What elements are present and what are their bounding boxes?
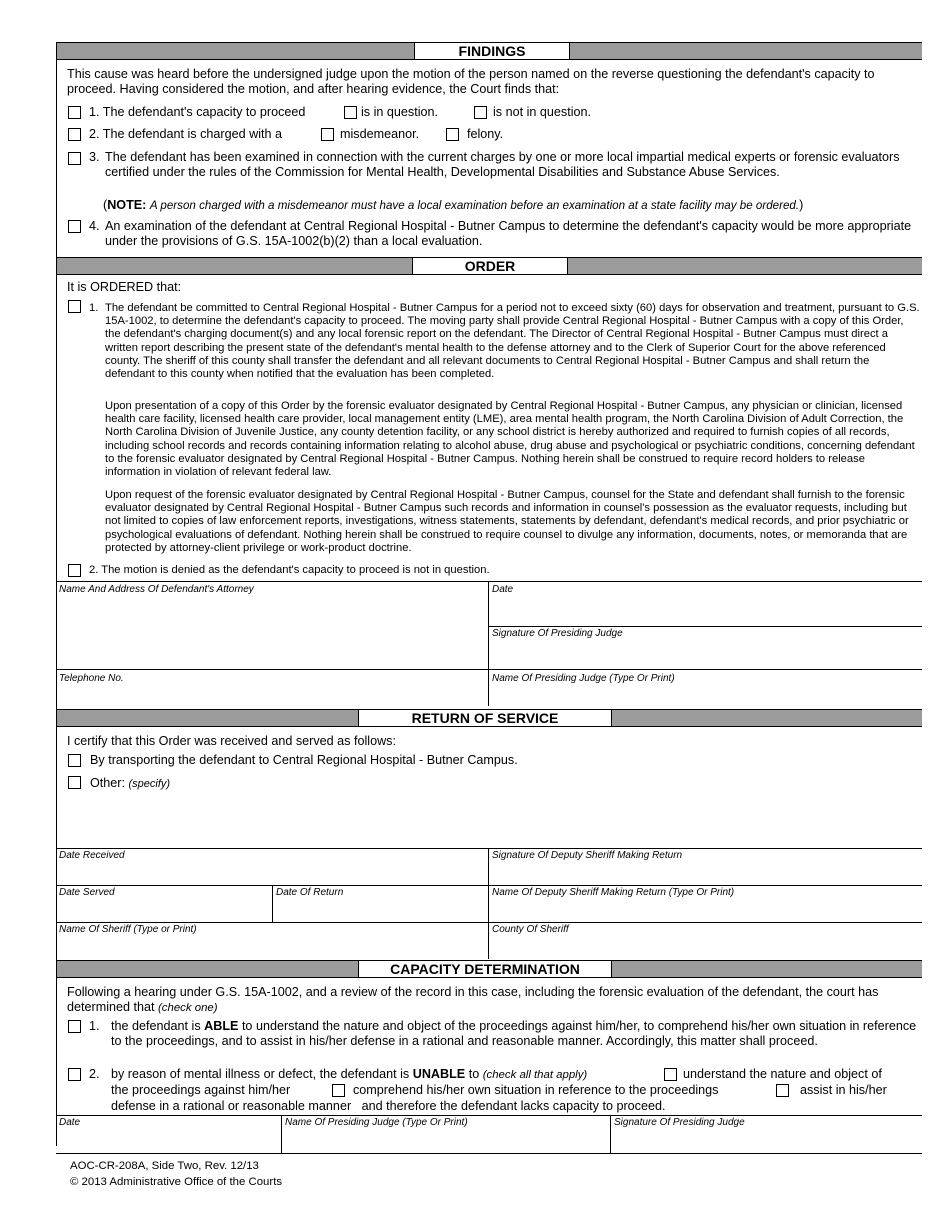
finding-1-checkbox[interactable] <box>68 106 81 119</box>
comprehend-checkbox[interactable] <box>332 1084 345 1097</box>
comprehend-label: comprehend his/her own situation in reference to the proceedings <box>353 1083 719 1097</box>
order-1-paragraph-2: Upon presentation of a copy of this Order by the forensic evaluator designated by Central Regional Hospital - Butner Campus, any physician or clinician, licensed health care facility, licensed health care provider, local management entity (LME), area mental health program, the North Carolina Division of Adult Correction, the North Carolina Division of Juvenile Justice, any county detention facility, or any school district is hereby authorized and required to furnish copies of all records, including school records and records containing information relating to alcohol abuse, drug abuse and psychological or psychiatric conditions, concerning defendant to the forensic evaluator designated by Central Regional Hospital - Butner Campus. Nothing herein shall be construed to require record holders to release information in violation of relevant federal law. <box>105 400 915 479</box>
capacity-intro-hint: (check one) <box>158 1002 218 1014</box>
understand-label: understand the nature and object of <box>683 1067 882 1081</box>
felony-label: felony. <box>467 127 504 141</box>
assist-label: assist in his/her <box>800 1083 887 1097</box>
capacity-1-number: 1. <box>89 1019 100 1033</box>
divider <box>56 885 922 886</box>
capacity-intro <box>67 985 917 1016</box>
felony-checkbox[interactable] <box>446 128 459 141</box>
order-1-checkbox[interactable] <box>68 300 81 313</box>
note-text: A person charged with a misdemeanor must have a local examination before an examination at a state facility may be ordered. <box>149 199 800 212</box>
date-received-label: Date Received <box>59 850 125 861</box>
order-2-checkbox[interactable] <box>68 564 81 577</box>
deputy-name-label: Name Of Deputy Sheriff Making Return (Type Or Print) <box>492 887 735 898</box>
judge-signature-label: Signature Of Presiding Judge <box>492 628 623 639</box>
findings-title: FINDINGS <box>414 42 570 60</box>
copyright: © 2013 Administrative Office of the Courts <box>70 1176 283 1188</box>
deputy-signature-label: Signature Of Deputy Sheriff Making Return <box>492 850 683 861</box>
capacity-judge-name-label: Name Of Presiding Judge (Type Or Print) <box>285 1117 468 1128</box>
capacity-header-bar <box>56 960 922 978</box>
c2-to: to <box>468 1067 480 1081</box>
capacity-unable-line1 <box>111 1067 587 1083</box>
divider <box>281 1115 282 1153</box>
order-intro: It is ORDERED that: <box>67 280 182 294</box>
able-bold: ABLE <box>204 1019 239 1033</box>
date-of-return-label: Date Of Return <box>276 887 344 898</box>
return-title: RETURN OF SERVICE <box>358 709 612 727</box>
capacity-title: CAPACITY DETERMINATION <box>358 960 612 978</box>
finding-3-number: 3. <box>89 150 100 164</box>
divider <box>56 848 922 849</box>
c1-post: to understand the nature and object of the proceedings against him/her, to comprehend his/her own situation in reference to the proceedings, and to assist in his/her defense in a rational and reasonable manner. Accordingly, this matter shall proceed. <box>111 1019 917 1048</box>
finding-4-checkbox[interactable] <box>68 220 81 233</box>
divider <box>488 626 922 627</box>
attorney-field-label: Name And Address Of Defendant's Attorney <box>59 584 254 595</box>
c1-pre: the defendant is <box>111 1019 201 1033</box>
county-label: County Of Sheriff <box>492 924 569 935</box>
capacity-able-checkbox[interactable] <box>68 1020 81 1033</box>
findings-header-bar <box>56 42 922 60</box>
return-header-bar <box>56 709 922 727</box>
finding-2-checkbox[interactable] <box>68 128 81 141</box>
divider <box>56 581 922 582</box>
capacity-not-in-question-checkbox[interactable] <box>474 106 487 119</box>
return-other-label <box>90 776 170 792</box>
divider <box>488 848 489 959</box>
c2-pre: by reason of mental illness or defect, the defendant is <box>111 1067 410 1081</box>
divider <box>56 669 922 670</box>
understand-checkbox[interactable] <box>664 1068 677 1081</box>
finding-1-text: 1. The defendant's capacity to proceed <box>89 105 306 119</box>
divider <box>610 1115 611 1153</box>
capacity-in-question-label: is in question. <box>361 105 439 119</box>
capacity-intro-text: Following a hearing under G.S. 15A-1002, and a review of the record in this case, including the forensic evaluation of the defendant, the court has determined that <box>67 985 879 1014</box>
divider <box>488 581 489 706</box>
date-served-label: Date Served <box>59 887 115 898</box>
divider <box>272 885 273 922</box>
misdemeanor-label: misdemeanor. <box>340 127 420 141</box>
finding-3-text: The defendant has been examined in connection with the current charges by one or more local impartial medical experts or forensic evaluators certified under the rules of the Commission for Mental Health, Developmental Disabilities and Substance Abuse Services. <box>105 150 900 179</box>
capacity-able-text <box>111 1019 919 1049</box>
note-label: NOTE: <box>107 198 147 212</box>
other-specify-hint: (specify) <box>128 778 171 790</box>
capacity-judge-signature-label: Signature Of Presiding Judge <box>614 1117 745 1128</box>
capacity-date-label: Date <box>59 1117 81 1128</box>
form-left-border <box>56 42 57 1146</box>
return-other-checkbox[interactable] <box>68 776 81 789</box>
order-1-paragraph-3: Upon request of the forensic evaluator designated by Central Regional Hospital - Butner Campus, counsel for the State and defendant shall furnish to the forensic evaluator designated by Central Regional Hospital - Butner Campus such records and information in counsel's possession as the evaluator requests, including but not limited to copies of law enforcement reports, investigations, witness statements, statements by defendant, defendant's medical records, and prior psychiatric or psychological evaluations of defendant. Nothing herein shall be construed to require counsel to divulge any information, documents, notes, or memoranda that are protected by attorney-client privilege or work-product doctrine. <box>105 489 909 554</box>
capacity-unable-checkbox[interactable] <box>68 1068 81 1081</box>
order-header-bar <box>56 257 922 275</box>
misdemeanor-checkbox[interactable] <box>321 128 334 141</box>
assist-checkbox[interactable] <box>776 1084 789 1097</box>
divider <box>56 1153 922 1154</box>
return-transport-checkbox[interactable] <box>68 754 81 767</box>
capacity-2-number: 2. <box>89 1067 100 1081</box>
order-1-number: 1. <box>89 302 99 314</box>
finding-4-text: An examination of the defendant at Central Regional Hospital - Butner Campus to determine the defendant's capacity would be more appropriate under the provisions of G.S. 15A-1002(b)(2) than a local evaluation. <box>105 219 912 248</box>
return-intro: I certify that this Order was received and served as follows: <box>67 734 396 748</box>
return-transport-label: By transporting the defendant to Central Regional Hospital - Butner Campus. <box>90 753 518 767</box>
capacity-unable-tail: defense in a rational or reasonable manner and therefore the defendant lacks capacity to proceed. <box>111 1099 666 1113</box>
other-text: Other: <box>90 776 125 790</box>
understand-label-cont: the proceedings against him/her <box>111 1083 291 1097</box>
order-1-paragraph-1: The defendant be committed to Central Regional Hospital - Butner Campus for a period not to exceed sixty (60) days for observation and treatment, pursuant to G.S. 15A-1002, to determine the defendant's capacity to proceed. The moving party shall provide Central Regional Hospital - Butner Campus with a copy of this Order, the defendant's charging document(s) and any local forensic report on the defendant. The Director of Central Regional Hospital - Butner Campus must direct a written report describing the present state of the defendant's mental health to the defense attorney and to the Clerk of Superior Court for the above referenced county. The sheriff of this county shall transfer the defendant and all relevant documents to Central Regional Hospital - Butner Campus and shall return the defendant to this county when notified that the evaluation has been completed. <box>105 302 920 381</box>
divider <box>56 922 922 923</box>
finding-2-text: 2. The defendant is charged with a <box>89 127 283 141</box>
capacity-not-in-question-label: is not in question. <box>493 105 592 119</box>
order-title: ORDER <box>412 257 568 275</box>
finding-4-number: 4. <box>89 219 100 233</box>
order-date-label: Date <box>492 584 514 595</box>
capacity-in-question-checkbox[interactable] <box>344 106 357 119</box>
telephone-label: Telephone No. <box>59 673 124 684</box>
form-id: AOC-CR-208A, Side Two, Rev. 12/13 <box>70 1160 259 1172</box>
divider <box>56 1115 922 1116</box>
sheriff-name-label: Name Of Sheriff (Type or Print) <box>59 924 197 935</box>
finding-3-note: (NOTE: A person charged with a misdemeanor must have a local examination before an examination at a state facility may be ordered.) <box>103 198 804 212</box>
findings-intro: This cause was heard before the undersigned judge upon the motion of the person named on the reverse questioning the defendant's capacity to proceed. Having considered the motion, and after hearing evidence, the Court finds that: <box>67 67 875 96</box>
unable-bold: UNABLE <box>412 1067 466 1081</box>
finding-3-checkbox[interactable] <box>68 152 81 165</box>
order-2-text: 2. The motion is denied as the defendant's capacity to proceed is not in question. <box>89 564 490 576</box>
judge-name-label: Name Of Presiding Judge (Type Or Print) <box>492 673 675 684</box>
c2-hint: (check all that apply) <box>482 1069 588 1081</box>
